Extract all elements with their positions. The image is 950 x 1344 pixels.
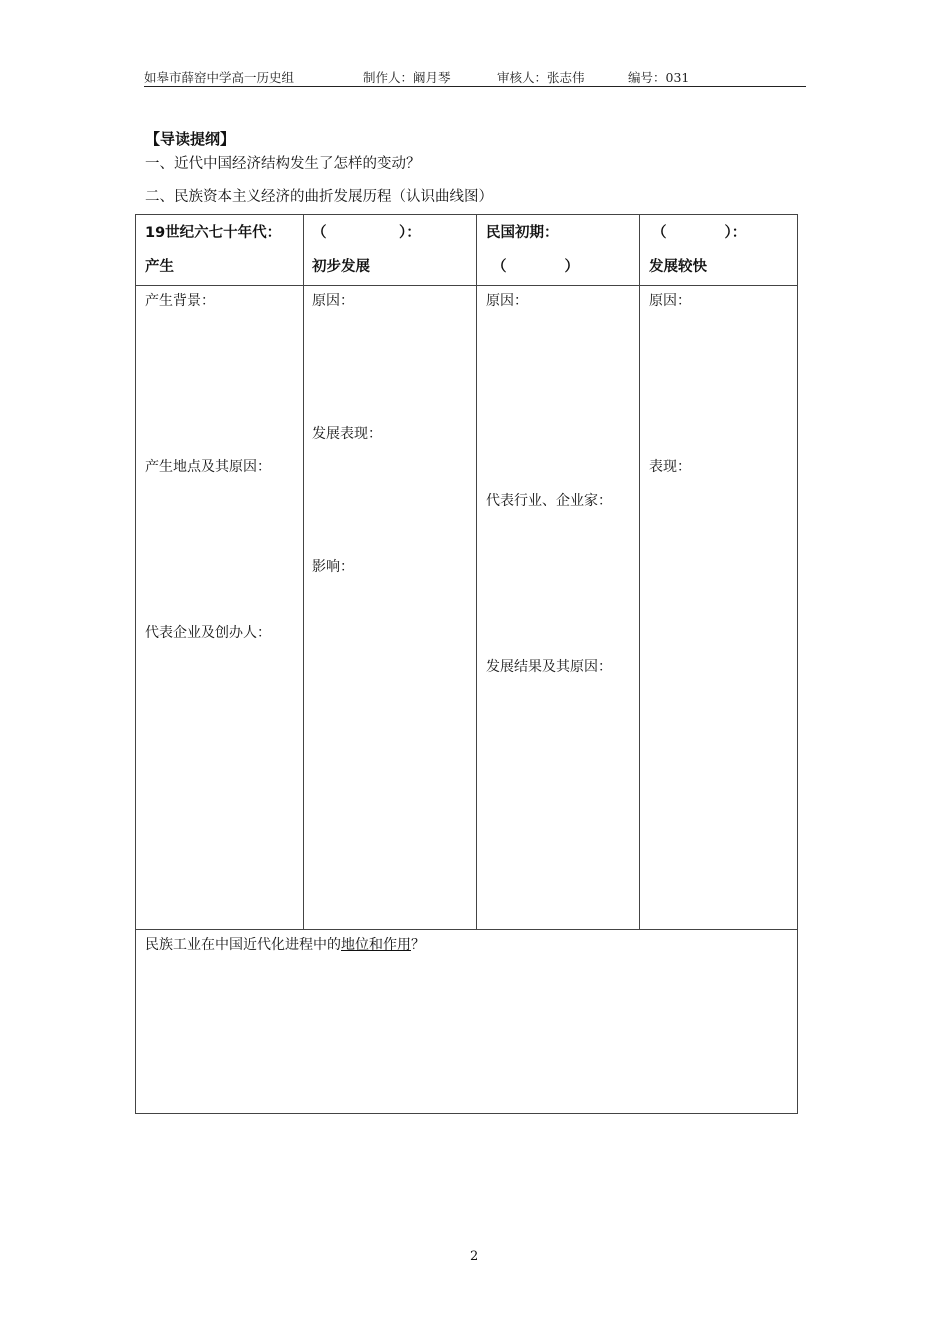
divider-col-2: [476, 215, 477, 929]
question-1: 一、近代中国经济结构发生了怎样的变动？: [145, 156, 421, 172]
guide-title: 【导读提纲】: [145, 130, 236, 148]
divider-col-3: [639, 215, 640, 929]
divider-col-1: [303, 215, 304, 929]
col2-head-1: （ ）：: [312, 225, 421, 241]
col2-item-2: 发展表现：: [312, 426, 382, 442]
col3-head-2: （ ）: [492, 259, 579, 275]
col1-head-1: 19世纪六七十年代：: [145, 225, 282, 241]
divider-header-row: [136, 285, 797, 286]
col3-item-3: 发展结果及其原因：: [486, 659, 612, 675]
page-header: [144, 66, 806, 87]
history-table: [135, 214, 798, 1114]
col1-item-1: 产生背景：: [145, 293, 215, 309]
bottom-question: [145, 934, 425, 954]
bottom-question-underlined: 地位和作用: [341, 937, 411, 953]
col3-head-1: 民国初期：: [486, 225, 559, 241]
header-reviewer: 审核人：张志伟: [497, 70, 585, 85]
header-maker: 制作人：阚月琴: [363, 70, 451, 85]
col2-item-1: 原因：: [312, 293, 354, 309]
col4-head-1: （ ）：: [652, 225, 747, 241]
col1-item-3: 代表企业及创办人：: [145, 625, 271, 641]
bottom-question-prefix: 民族工业在中国近代化进程中的: [145, 937, 341, 953]
col3-item-2: 代表行业、企业家：: [486, 493, 612, 509]
col1-head-2: 产生: [145, 259, 174, 275]
header-code: 编号：031: [628, 70, 690, 85]
col4-item-1: 原因：: [649, 293, 691, 309]
bottom-question-suffix: ？: [411, 937, 425, 953]
col3-item-1: 原因：: [486, 293, 528, 309]
col2-item-3: 影响：: [312, 559, 354, 575]
col4-head-2: 发展较快: [649, 259, 707, 275]
divider-bottom-row: [136, 929, 797, 930]
col1-item-2: 产生地点及其原因：: [145, 459, 271, 475]
col4-item-2: 表现：: [649, 459, 691, 475]
page-number: 2: [470, 1249, 479, 1264]
question-2: 二、民族资本主义经济的曲折发展历程（认识曲线图）: [145, 189, 493, 205]
header-school: 如皋市薛窑中学高一历史组: [144, 70, 295, 85]
col2-head-2: 初步发展: [312, 259, 370, 275]
